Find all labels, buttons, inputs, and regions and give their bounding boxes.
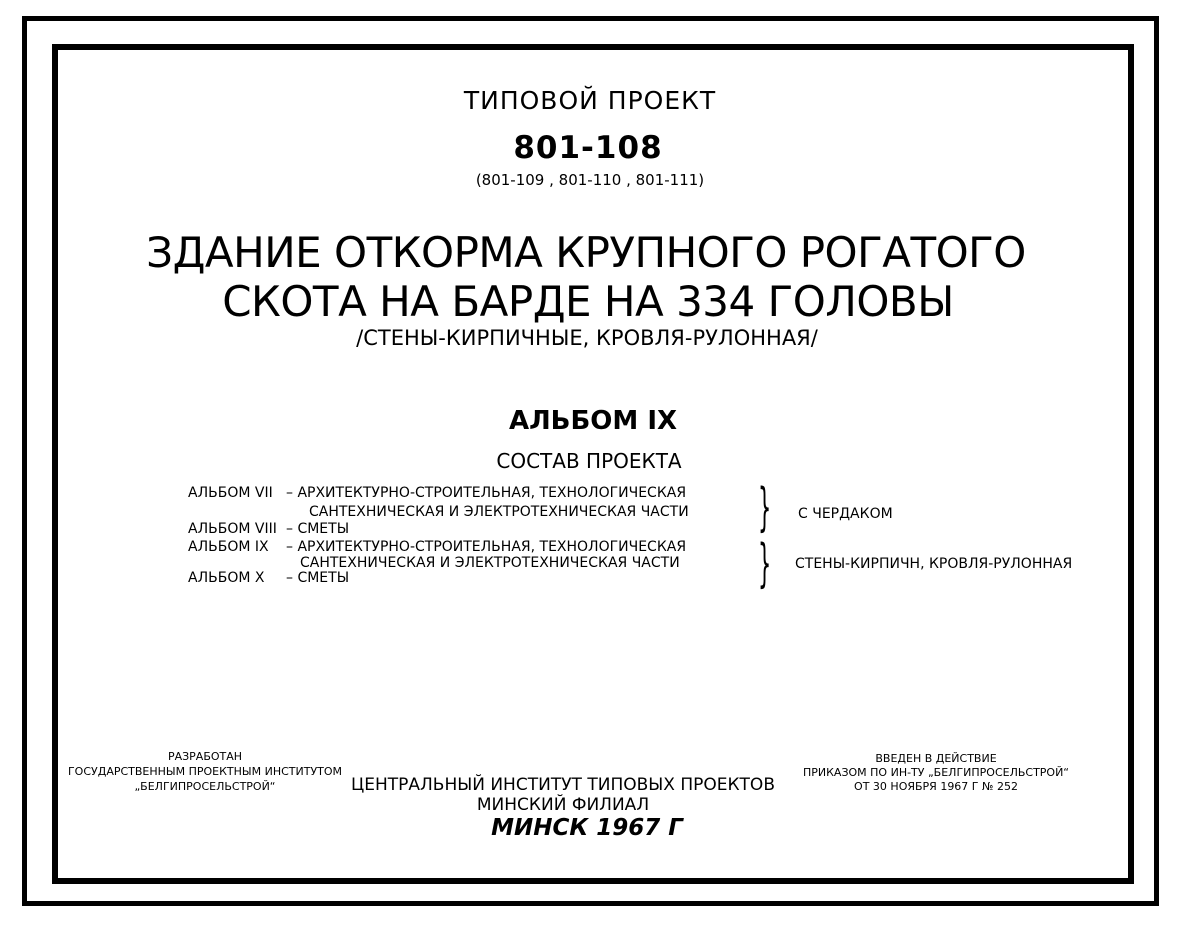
institute-line: МИНСКИЙ ФИЛИАЛ [476, 795, 650, 815]
composition-text: САНТЕХНИЧЕСКАЯ И ЭЛЕКТРОТЕХНИЧЕСКАЯ ЧАСТИ [309, 504, 689, 520]
curly-brace-icon: } [758, 534, 772, 594]
title-line-1: ЗДАНИЕ ОТКОРМА КРУПНОГО РОГАТОГО [146, 228, 1026, 277]
composition-text: – АРХИТЕКТУРНО-СТРОИТЕЛЬНАЯ, ТЕХНОЛОГИЧЕСКАЯ [286, 539, 687, 555]
developer-line: ГОСУДАРСТВЕННЫМ ПРОЕКТНЫМ ИНСТИТУТОМ [67, 765, 343, 778]
series-label: ТИПОВОЙ ПРОЕКТ [463, 86, 717, 115]
introduced-line: ПРИКАЗОМ ПО ИН-ТУ „БЕЛГИПРОСЕЛЬСТРОЙ“ [802, 766, 1070, 779]
composition-album: АЛЬБОМ VIII [188, 521, 277, 537]
composition-album: АЛЬБОМ IX [188, 539, 269, 555]
introduced-line: ОТ 30 НОЯБРЯ 1967 Г № 252 [854, 780, 1018, 793]
composition-note: С ЧЕРДАКОМ [798, 506, 893, 522]
institute-line: ЦЕНТРАЛЬНЫЙ ИНСТИТУТ ТИПОВЫХ ПРОЕКТОВ [351, 775, 775, 795]
composition-album: АЛЬБОМ VII [188, 485, 273, 501]
composition-heading: СОСТАВ ПРОЕКТА [496, 449, 682, 473]
composition-text: – СМЕТЫ [286, 521, 350, 537]
project-number: 801-108 [513, 130, 663, 166]
introduced-line: ВВЕДЕН В ДЕЙСТВИЕ [875, 752, 997, 765]
title-line-2: СКОТА НА БАРДЕ НА 334 ГОЛОВЫ [222, 277, 954, 326]
title-subtitle: /СТЕНЫ-КИРПИЧНЫЕ, КРОВЛЯ-РУЛОННАЯ/ [356, 326, 818, 350]
curly-brace-icon: } [758, 478, 772, 538]
developer-line: РАЗРАБОТАН [167, 750, 243, 763]
developer-line: „БЕЛГИПРОСЕЛЬСТРОЙ“ [134, 780, 276, 793]
composition-album: АЛЬБОМ X [188, 570, 265, 586]
project-variants: (801-109 , 801-110 , 801-111) [475, 171, 705, 189]
composition-note: СТЕНЫ-КИРПИЧН, КРОВЛЯ-РУЛОННАЯ [795, 556, 1073, 572]
composition-text: – СМЕТЫ [286, 570, 350, 586]
city-year: МИНСК 1967 Г [491, 815, 683, 841]
composition-text: – АРХИТЕКТУРНО-СТРОИТЕЛЬНАЯ, ТЕХНОЛОГИЧЕСКАЯ [286, 485, 687, 501]
album-label: АЛЬБОМ IX [508, 406, 678, 436]
composition-text: САНТЕХНИЧЕСКАЯ И ЭЛЕКТРОТЕХНИЧЕСКАЯ ЧАСТИ [300, 555, 680, 571]
